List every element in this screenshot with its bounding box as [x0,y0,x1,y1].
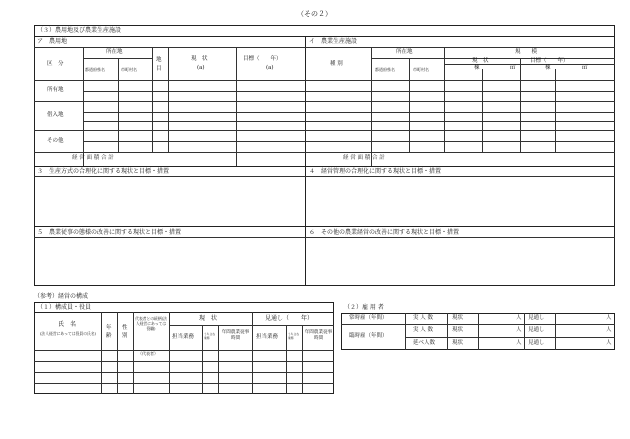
col-duty-outlook: 担当業務 [256,334,279,340]
col-target-unit: (a) [266,65,274,71]
unit-area-2: ㎡ [582,65,588,71]
fac-col-prefecture: 都道府県名 [375,67,395,72]
row-owned: 所有地 [47,87,64,93]
perm-outlook: 見通し [528,315,545,321]
temp-person-3: 人 [606,327,612,333]
temp-outlook-2: 見通し [528,340,545,346]
temp-total: 延べ人数 [413,340,436,346]
facilities-title: イ 農業生産施設 [309,38,358,45]
temp-person-1: 人 [516,327,522,333]
perm-status: 現状 [452,315,464,321]
col-location: 所在地 [106,49,123,55]
fac-col-target: 目標（ 年） [530,58,569,64]
col-hours-current: 年間農業従事時間 [221,330,250,342]
unit-rows-2: 棟 [545,65,551,71]
col-relation: 代表者との続柄(法人経営にあっては役職) [135,316,167,332]
col-tiny-outlook: うち主な業務 [288,332,300,340]
temp-person-2: 人 [516,340,522,346]
col-target: 目標（ 年） [243,56,282,62]
col-relation-note: （代表者） [138,351,158,356]
row-leased: 借入地 [47,112,64,118]
temp-status-1: 現状 [452,327,464,333]
section-other: ６ その他の農業経営の改善に関する現状と目標・措置 [309,229,460,236]
temp-status-2: 現状 [452,340,464,346]
temp-person-4: 人 [606,340,612,346]
perm-person-2: 人 [606,315,612,321]
temp-actual: 実 人 数 [413,327,433,333]
col-municipality: 市町村名 [121,67,137,72]
section-work-style: ５ 農業従事の態様の改善に関する現状と目標・措置 [37,229,182,236]
perm-label: 常時雇（年間） [349,315,388,321]
col-sex: 性別 [122,325,128,340]
fac-col-municipality: 市町村名 [413,67,429,72]
col-name: 氏 名 [58,321,77,328]
page-label: （その２） [297,10,332,18]
col-duty-current: 担当業務 [172,334,195,340]
col-age: 年齢 [106,325,112,340]
fac-col-location: 所在地 [396,49,413,55]
facilities-total-label: 経 営 面 積 合 計 [343,155,385,161]
members-col-outlook: 見通し（ 年） [265,315,314,322]
temp-label: 臨時雇（年間） [349,333,388,339]
col-hours-outlook: 年間農業従事時間 [304,330,333,342]
farmland-title: ア 農用地 [37,38,68,45]
members-title: （１）構成員・役員 [37,304,92,311]
col-prefecture: 都道府県名 [85,67,105,72]
col-current: 現 状 [191,56,208,62]
section-production: ３ 生産方式の合理化に関する現状と目標・措置 [37,168,170,175]
col-scale: 規 模 [515,49,538,55]
unit-area-1: ㎡ [510,65,516,71]
reference-title: （参考）経営の構成 [34,293,89,300]
col-type: 種 別 [330,61,343,67]
members-col-current: 現 状 [199,315,218,322]
farmland-total-label: 経 営 面 積 合 計 [72,155,114,161]
perm-person-1: 人 [516,315,522,321]
section-management: ４ 経営管理の合理化に関する現状と目標・措置 [309,168,442,175]
row-other: その他 [47,138,64,144]
col-kubun: 区 分 [47,61,64,67]
col-land-type: 地目 [156,57,162,72]
temp-outlook-1: 見通し [528,327,545,333]
col-tiny-current: うち主な業務 [204,332,216,340]
fac-col-current: 現 状 [472,58,489,64]
unit-rows-1: 棟 [474,65,480,71]
employees-title: （２）雇 用 者 [344,304,384,311]
section3-title: （３）農用地及び農業生産施設 [37,27,122,34]
perm-actual: 実 人 数 [413,315,433,321]
col-current-unit: (a) [197,65,205,71]
col-name-note: (法人経営にあっては役員の氏名) [39,331,97,336]
